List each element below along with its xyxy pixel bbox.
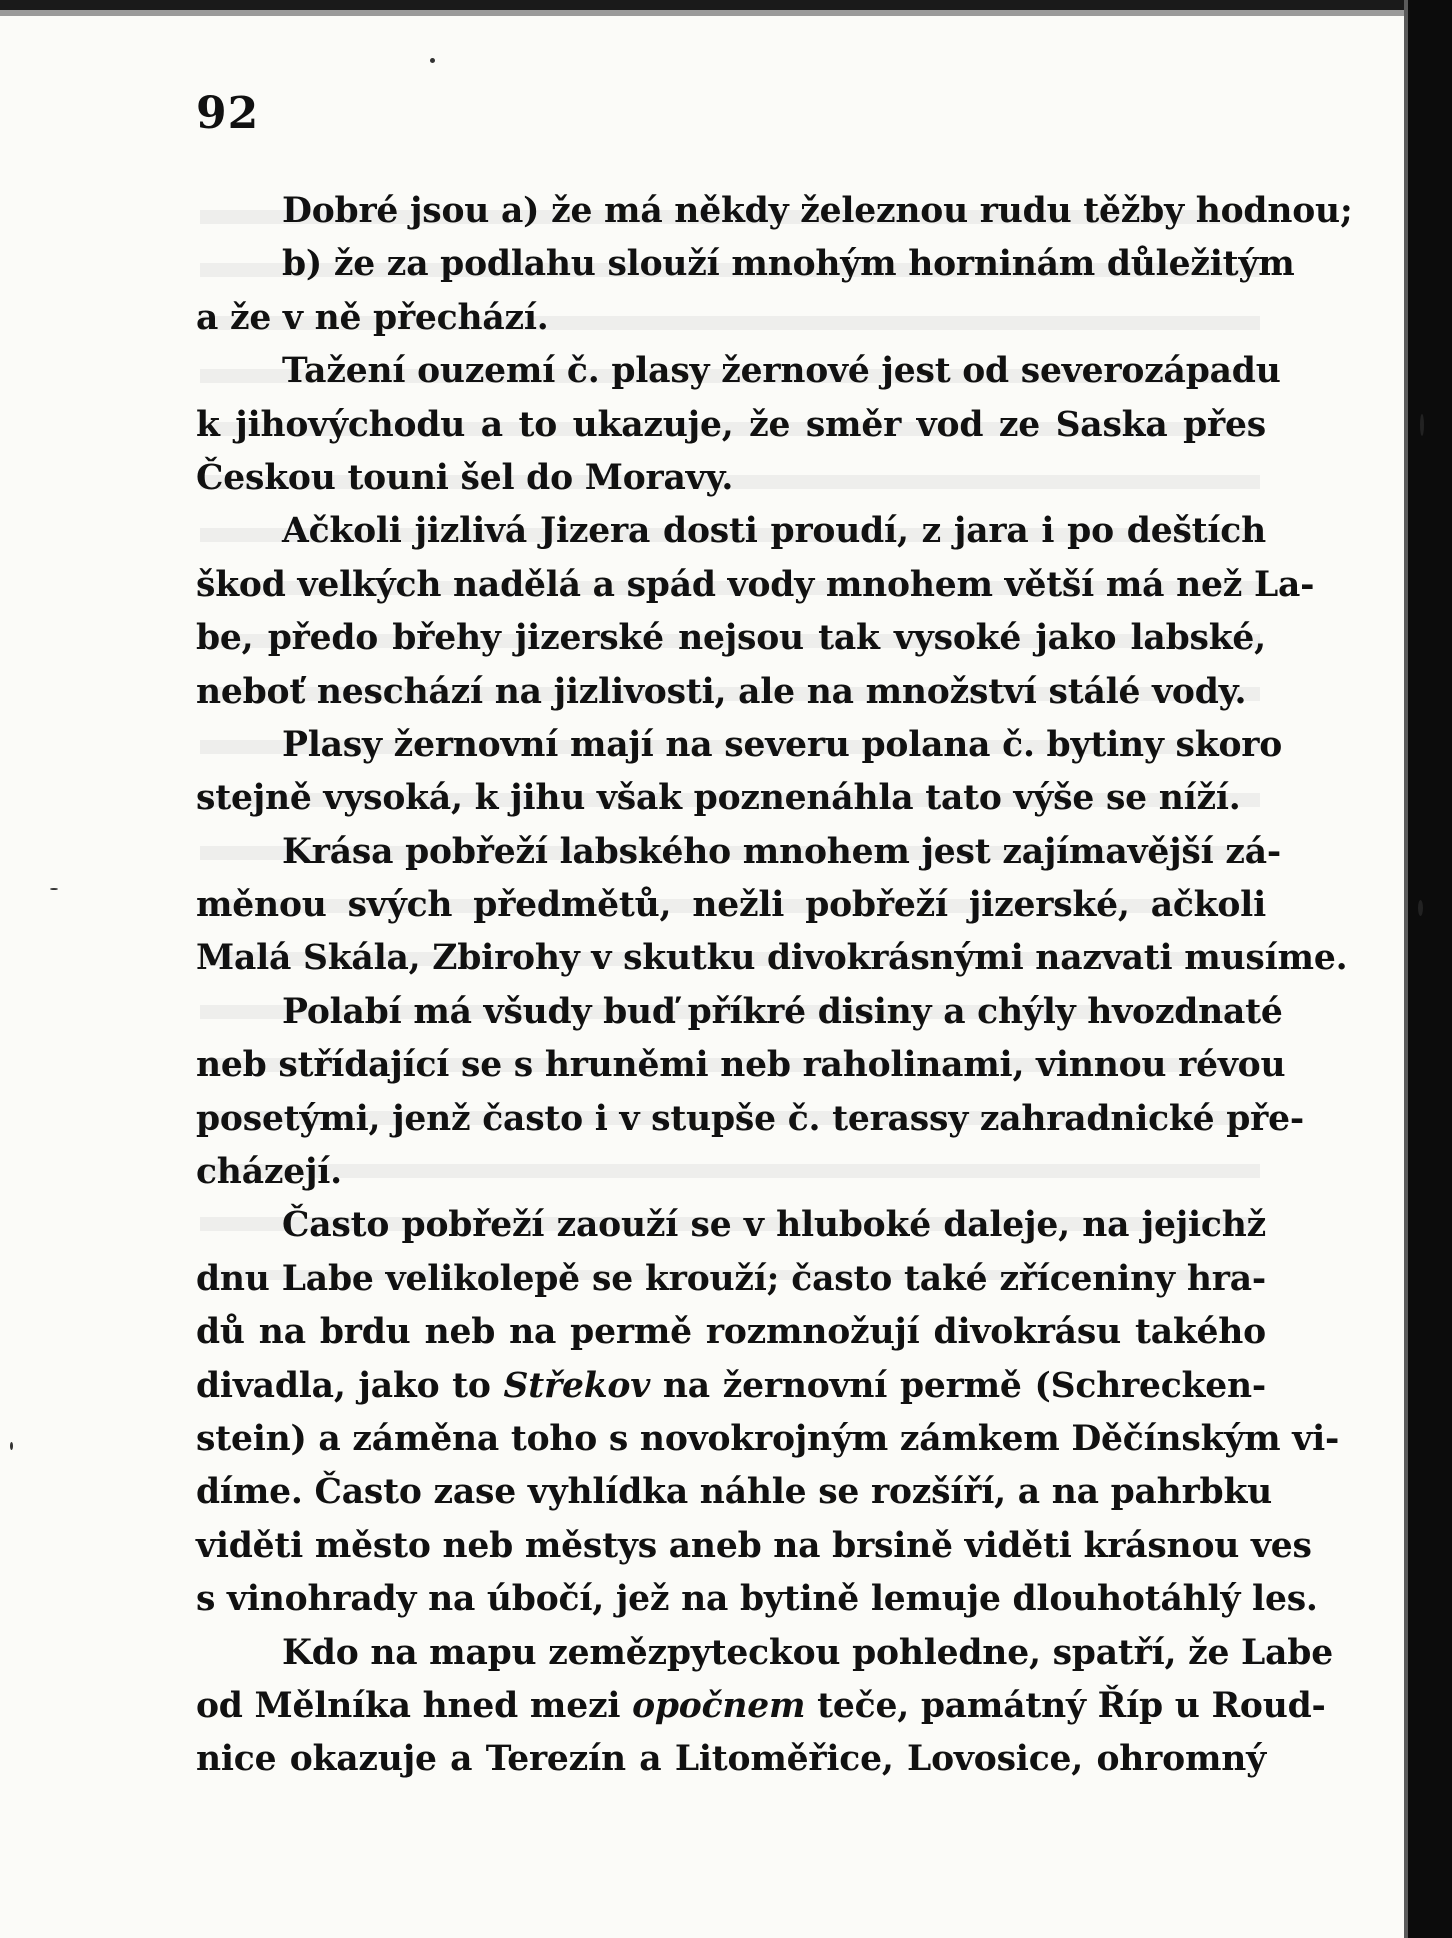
place-name-italic: opočnem <box>632 1685 806 1726</box>
text-line: dů na brdu neb na permě rozmnožují divokrásu takého <box>196 1312 1266 1353</box>
text-line: b) že za podlahu slouží mnohým horninám důležitým <box>282 244 1295 285</box>
scan-top-border-shadow <box>0 10 1452 16</box>
scan-speck <box>50 888 58 890</box>
scan-speck <box>1420 414 1424 436</box>
text-line: díme. Často zase vyhlídka náhle se rozšíří, a na pahrbku <box>196 1472 1273 1513</box>
text-line: Tažení ouzemí č. plasy žernové jest od severozápadu <box>282 351 1281 392</box>
place-name-italic: Střekov <box>503 1365 651 1406</box>
text-line <box>196 1360 1266 1413</box>
text-segment: od Mělníka hned mezi <box>196 1685 633 1726</box>
text-line: nice okazuje a Terezín a Litoměřice, Lovosice, ohromný <box>196 1739 1266 1780</box>
text-line: neboť neschází na jizlivosti, ale na množství stálé vody. <box>196 671 1247 712</box>
scan-speck <box>1418 900 1423 916</box>
text-line: měnou svých předmětů, nežli pobřeží jizerské, ačkoli <box>196 885 1266 926</box>
text-line: neb střídající se s hruněmi neb raholinami, vinnou révou <box>196 1045 1286 1086</box>
text-line: s vinohrady na úbočí, jež na bytině lemuje dlouhotáhlý les. <box>196 1579 1318 1620</box>
text-line: Malá Skála, Zbirohy v skutku divokrásnými nazvati musíme. <box>196 938 1348 979</box>
text-segment: na žernovní permě (Schrecken- <box>650 1365 1266 1406</box>
text-line: Ačkoli jizlivá Jizera dosti proudí, z jara i po deštích <box>282 511 1266 552</box>
text-line: Často pobřeží zaouží se v hluboké daleje, na jejichž <box>282 1205 1266 1246</box>
text-line: stejně vysoká, k jihu však poznenáhla tato výše se níží. <box>196 778 1241 819</box>
text-line: viděti město neb městys aneb na brsině viděti krásnou ves <box>196 1525 1312 1566</box>
text-line: a že v ně přechází. <box>196 297 549 338</box>
text-line: Kdo na mapu zemězpyteckou pohledne, spatří, že Labe <box>282 1632 1333 1673</box>
text-line: cházejí. <box>196 1152 342 1193</box>
text-line: Polabí má všudy buď příkré disiny a chýly hvozdnaté <box>282 991 1283 1032</box>
scan-top-border <box>0 0 1452 10</box>
text-line <box>196 1680 1326 1733</box>
body-text <box>196 185 1353 1787</box>
text-line: Dobré jsou a) že má někdy železnou rudu těžby hodnou; <box>282 191 1353 231</box>
text-line: be, předo břehy jizerské nejsou tak vysoké jako labské, <box>196 618 1266 659</box>
text-line: Plasy žernovní mají na severu polana č. bytiny skoro <box>282 724 1283 765</box>
scan-speck <box>430 58 435 63</box>
text-line: Českou touni šel do Moravy. <box>196 457 734 498</box>
text-line: posetými, jenž často i v stupše č. terassy zahradnické pře- <box>196 1098 1304 1139</box>
scan-right-border <box>1408 0 1452 1938</box>
text-line: stein) a záměna toho s novokrojným zámkem Děčínským vi- <box>196 1418 1340 1459</box>
text-line: Krása pobřeží labského mnohem jest zajímavější zá- <box>282 831 1281 872</box>
text-line: k jihovýchodu a to ukazuje, že směr vod ze Saska přes <box>196 404 1266 445</box>
text-segment: teče, památný Říp u Roud- <box>805 1685 1326 1726</box>
page-number: 92 <box>196 88 260 139</box>
text-line: dnu Labe velikolepě se krouží; často také zříceniny hra- <box>196 1258 1266 1299</box>
scan-speck <box>10 1442 13 1450</box>
text-line: škod velkých nadělá a spád vody mnohem větší má než La- <box>196 564 1315 605</box>
text-segment: divadla, jako to <box>196 1365 504 1406</box>
